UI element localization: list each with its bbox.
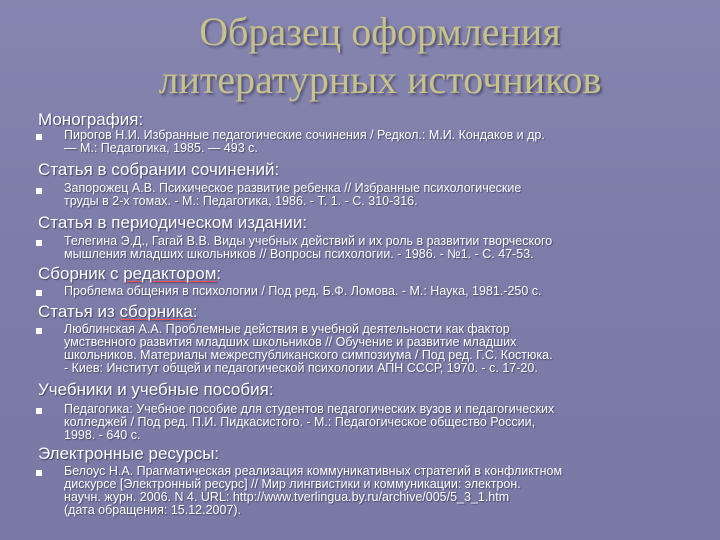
entry-line: Проблема общения в психологии / Под ред. Б.Ф. Ломова. - М.: Наука, 1981.-250 с. — [64, 284, 542, 298]
section-heading-edited-collection — [38, 264, 221, 284]
entry-line: Пирогов Н.И. Избранные педагогические сочинения / Редкол.: М.И. Кондаков и др. — [64, 128, 545, 142]
heading-text: Статья в периодическом издании — [38, 213, 303, 232]
reference-entry — [64, 235, 696, 261]
entry-line: Телегина Э.Д., Гагай В.В. Виды учебных действий и их роль в развитии творческого — [64, 234, 553, 248]
entry-line: Педагогика: Учебное пособие для студентов педагогических вузов и педагогических — [64, 402, 555, 416]
entry-line: Люблинская А.А. Проблемные действия в учебной деятельности как фактор — [64, 322, 510, 336]
section-heading-periodical — [38, 213, 307, 233]
entry-line: умственного развития младших школьников // Обучение и развитие младших — [64, 335, 517, 349]
reference-entry — [64, 129, 696, 155]
heading-suffix: : — [268, 380, 274, 399]
entry-line: научн. журн. 2006. N 4. URL: http://www.tverlingua.by.ru/archive/005/5_3_1.htm — [64, 490, 510, 504]
bullet-marker — [36, 408, 42, 414]
section-heading-electronic-resources — [38, 444, 219, 464]
reference-entry — [64, 465, 696, 517]
heading-text: Монография — [38, 110, 139, 129]
heading-underlined-text: сборника — [119, 302, 193, 321]
title-line-2: литературных источников — [158, 57, 602, 102]
reference-entry — [64, 323, 696, 375]
reference-entry — [64, 403, 696, 442]
entry-line: дискурсе [Электронный ресурс] // Мир лингвистики и коммуникации: электрон. — [64, 477, 521, 491]
entry-line: колледжей / Под ред. П.И. Пидкасистого. - М.: Педагогическое общество России, — [64, 415, 536, 429]
bullet-marker — [36, 134, 42, 140]
entry-line: мышления младших школьников // Вопросы психологии. - 1986. - №1. - С. 47-53. — [64, 247, 534, 261]
section-heading-collected-works — [38, 160, 279, 180]
bullet-marker — [36, 328, 42, 334]
bullet-marker — [36, 188, 42, 194]
bullet-marker — [36, 470, 42, 476]
entry-line: школьников. Материалы межреспубликанского симпозиума / Под ред. Г.С. Костюка. — [64, 348, 553, 362]
reference-entry — [64, 182, 696, 208]
heading-text: Статья из — [38, 302, 120, 321]
heading-suffix: : — [302, 213, 308, 232]
section-heading-textbooks — [38, 380, 274, 400]
heading-suffix: : — [274, 160, 280, 179]
heading-text: Статья в собрании сочинений — [38, 160, 275, 179]
entry-line: Белоус Н.А. Прагматическая реализация коммуникативных стратегий в конфликтном — [64, 464, 563, 478]
bullet-marker — [36, 240, 42, 246]
heading-suffix: : — [216, 264, 222, 283]
entry-line: 1998. - 640 с. — [64, 428, 141, 442]
entry-line: труды в 2-х томах. - М.: Педагогика, 1986. - Т. 1. - С. 310-316. — [64, 194, 418, 208]
entry-line: — М.: Педагогика, 1985. — 493 с. — [64, 141, 258, 155]
heading-underlined-text: редактором — [123, 264, 217, 283]
heading-suffix: : — [138, 110, 144, 129]
section-heading-article-from-collection — [38, 302, 198, 322]
section-heading-monograph — [38, 110, 143, 130]
heading-suffix: : — [192, 302, 198, 321]
heading-text: Учебники и учебные пособия — [38, 380, 269, 399]
heading-text: Электронные ресурсы: — [38, 444, 220, 463]
entry-line: (дата обращения: 15.12.2007). — [64, 503, 242, 517]
title-line-1: Образец оформления — [199, 9, 561, 54]
entry-line: - Киев: Институт общей и педагогической психологии АПН СССР, 1970. - с. 17-20. — [64, 361, 538, 375]
entry-line: Запорожец А.В. Психическое развитие ребенка // Избранные психологические — [64, 181, 522, 195]
slide-title — [40, 8, 720, 104]
heading-text: Сборник с — [38, 264, 124, 283]
reference-entry — [64, 285, 696, 298]
bullet-marker — [36, 290, 42, 296]
